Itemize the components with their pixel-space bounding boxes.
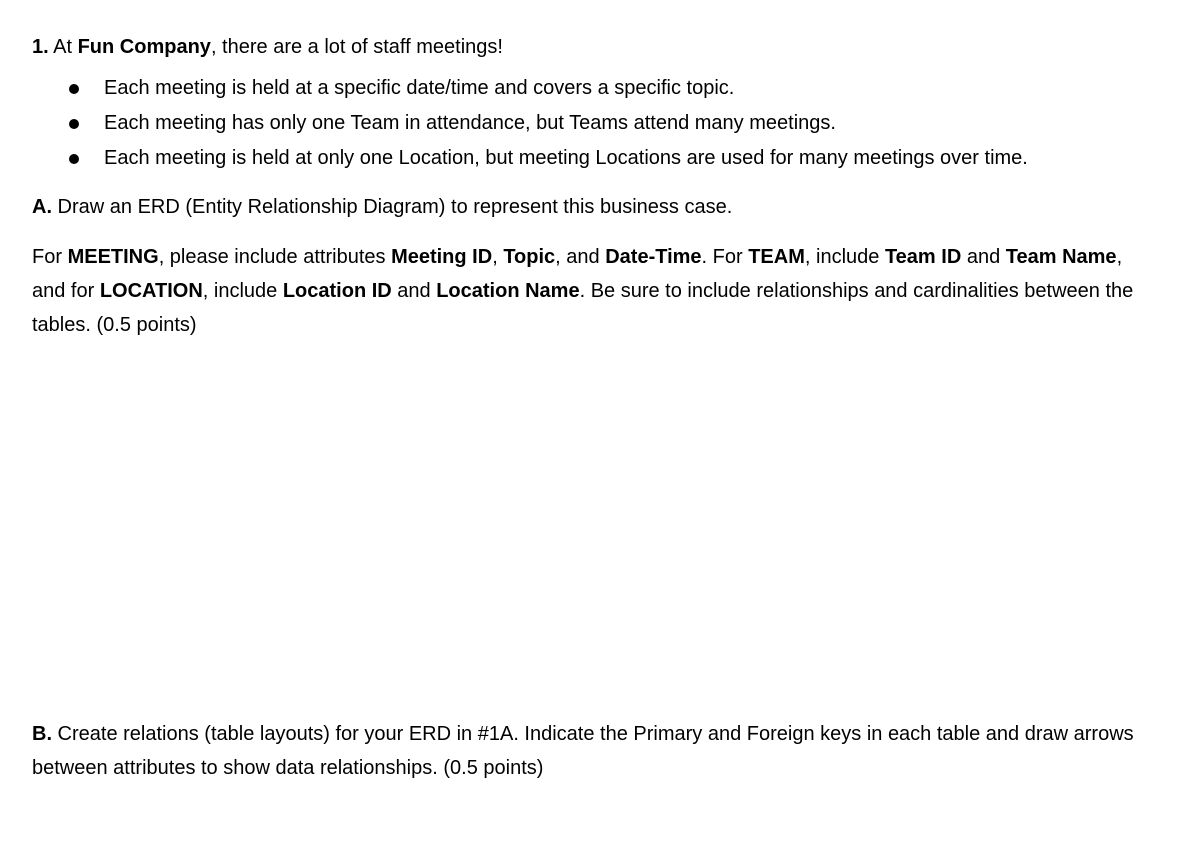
bullet-dot-icon <box>69 119 79 129</box>
question-1-heading <box>32 31 1172 63</box>
list-item <box>32 71 1172 106</box>
instruction-text: , include <box>202 280 283 302</box>
part-a-label: A. <box>32 196 52 218</box>
instruction-text: For <box>32 246 68 268</box>
list-item-text: Each meeting is held at a specific date/time and covers a specific topic. <box>104 77 735 99</box>
entity-location: LOCATION <box>99 280 203 302</box>
company-name: Fun Company <box>77 36 211 58</box>
entity-meeting: MEETING <box>67 246 159 268</box>
intro-text-pre: At <box>48 36 78 58</box>
attribute-topic: Topic <box>503 246 556 268</box>
requirements-list <box>32 71 1172 176</box>
instruction-text: , and <box>555 246 606 268</box>
attribute-meeting-id: Meeting ID <box>391 246 493 268</box>
instruction-text: , and for <box>32 246 1123 302</box>
attribute-location-name: Location Name <box>436 280 580 302</box>
instruction-text: , include <box>804 246 885 268</box>
part-a-heading <box>32 191 1172 223</box>
part-b-instructions <box>32 717 1172 785</box>
list-item <box>32 141 1172 176</box>
attribute-location-id: Location ID <box>282 280 392 302</box>
part-b-label: B. <box>32 723 52 745</box>
instruction-text: and <box>961 246 1006 268</box>
list-item-text: Each meeting has only one Team in attendance, but Teams attend many meetings. <box>104 112 836 134</box>
part-a-instructions <box>32 240 1147 342</box>
part-a-text: Draw an ERD (Entity Relationship Diagram) to represent this business case. <box>52 196 733 218</box>
list-item <box>32 106 1172 141</box>
bullet-dot-icon <box>69 84 79 94</box>
instruction-text: , <box>492 246 504 268</box>
instruction-text: and <box>391 280 437 302</box>
list-item-text: Each meeting is held at only one Location, but meeting Locations are used for many meetings over time. <box>104 147 1028 169</box>
entity-team: TEAM <box>748 246 805 268</box>
attribute-team-id: Team ID <box>884 246 962 268</box>
instruction-text: , please include attributes <box>158 246 392 268</box>
part-b-text: Create relations (table layouts) for your ERD in #1A. Indicate the Primary and Foreign keys in each table and draw arrows between attributes to show data relationships. (0.5 points) <box>32 723 1134 779</box>
instruction-text: . Be sure to include relationships and cardinalities between the tables. (0.5 points) <box>32 280 1134 336</box>
attribute-date-time: Date-Time <box>605 246 702 268</box>
question-number: 1. <box>32 36 49 58</box>
document-page <box>32 31 1172 342</box>
instruction-text: . For <box>701 246 749 268</box>
intro-text-post: , there are a lot of staff meetings! <box>210 36 503 58</box>
attribute-team-name: Team Name <box>1005 246 1117 268</box>
bullet-dot-icon <box>69 154 79 164</box>
